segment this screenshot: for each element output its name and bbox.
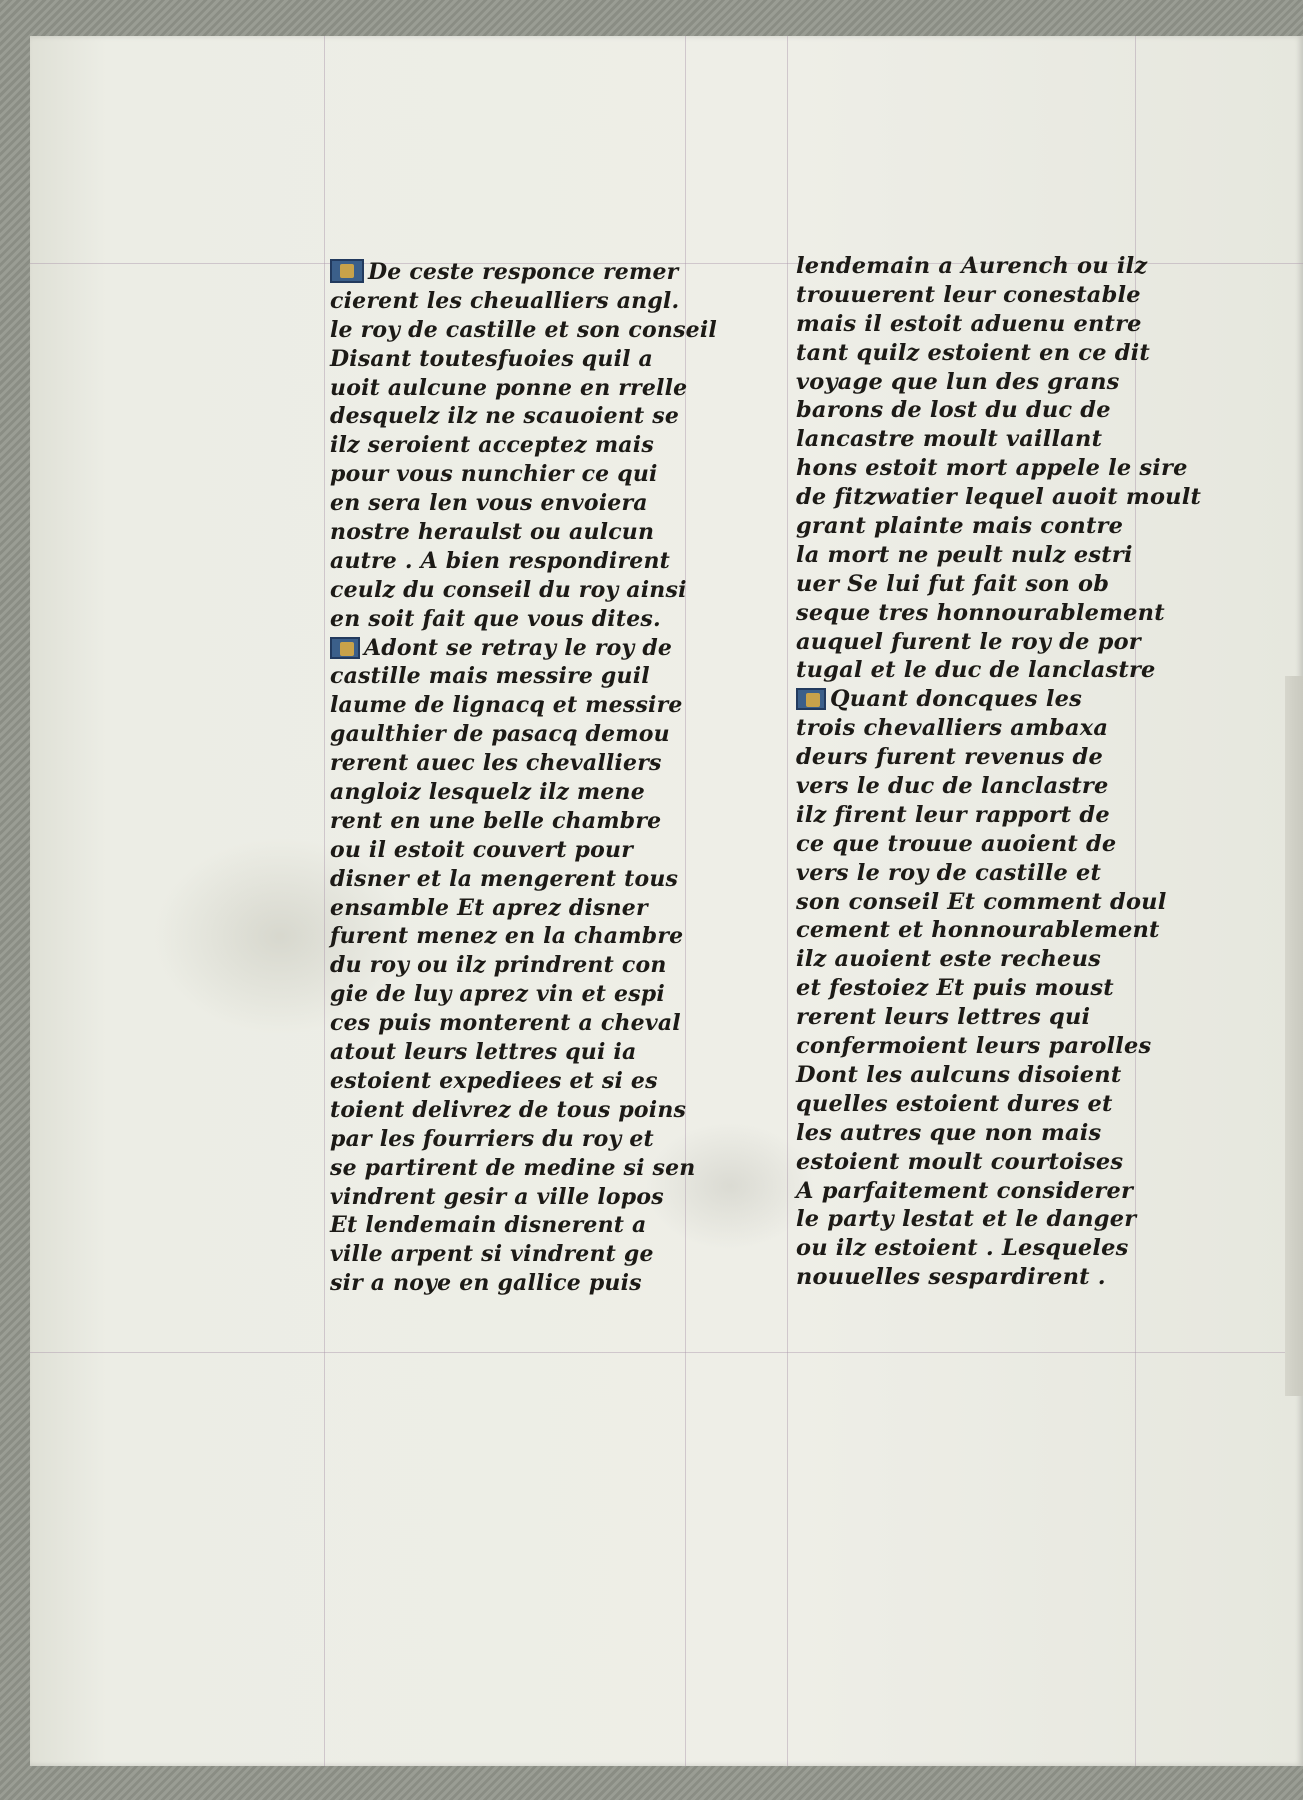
line-text: sir a noye en gallice puis	[330, 1270, 642, 1297]
text-line	[330, 1067, 690, 1096]
text-line	[796, 339, 1176, 368]
line-text: seque tres honnourablement	[796, 599, 1165, 626]
line-text: laume de lignacq et messire	[330, 692, 683, 719]
text-line	[796, 396, 1176, 425]
line-text: par les fourriers du roy et	[330, 1125, 654, 1152]
text-line	[796, 628, 1176, 657]
line-text: vers le roy de castille et	[796, 859, 1102, 886]
line-text: uoit aulcune ponne en rrelle	[330, 374, 688, 401]
text-line	[796, 1148, 1176, 1177]
text-line	[796, 1090, 1176, 1119]
ruling-line	[30, 1352, 1303, 1353]
text-line	[330, 576, 690, 605]
ruling-line	[787, 36, 788, 1766]
line-text: se partirent de medine si sen	[330, 1154, 696, 1181]
text-line	[330, 345, 690, 374]
text-line	[330, 980, 690, 1009]
right-text-column	[796, 252, 1202, 1292]
text-line	[796, 512, 1176, 541]
line-text: ilz seroient acceptez mais	[330, 432, 654, 459]
line-text: la mort ne peult nulz estri	[796, 541, 1133, 568]
text-line	[796, 1234, 1176, 1263]
line-text: les autres que non mais	[796, 1119, 1102, 1146]
line-text: ceulz du conseil du roy ainsi	[330, 576, 687, 603]
text-line	[330, 1269, 690, 1298]
line-text: auquel furent le roy de por	[796, 628, 1141, 655]
line-text: Adont se retray le roy de	[364, 634, 673, 661]
text-line	[796, 541, 1176, 570]
text-line	[796, 685, 1176, 714]
line-text: tugal et le duc de lanclastre	[796, 657, 1156, 684]
text-line	[330, 894, 690, 923]
line-text: en soit fait que vous dites.	[330, 605, 661, 632]
line-text: angloiz lesquelz ilz mene	[330, 779, 645, 806]
text-line	[796, 483, 1202, 512]
line-text: Quant doncques les	[830, 686, 1082, 713]
line-text: castille mais messire guil	[330, 663, 650, 690]
text-line	[796, 1032, 1176, 1061]
line-text: Disant toutesfuoies quil a	[330, 345, 654, 372]
line-text: gaulthier de pasacq demou	[330, 721, 670, 748]
line-text: ce que trouue auoient de	[796, 830, 1117, 857]
line-text: et festoiez Et puis moust	[796, 975, 1114, 1002]
text-line	[796, 1263, 1176, 1292]
text-line	[330, 547, 690, 576]
line-text: furent menez en la chambre	[330, 923, 684, 950]
text-line	[330, 662, 690, 691]
line-text: autre . A bien respondirent	[330, 547, 671, 574]
text-line	[796, 859, 1176, 888]
line-text: de fitzwatier lequel auoit moult	[796, 484, 1202, 511]
text-line	[330, 1211, 690, 1240]
line-text: rerent leurs lettres qui	[796, 1004, 1091, 1031]
text-line	[796, 830, 1176, 859]
decorated-initial-icon	[796, 688, 826, 710]
line-text: toient delivrez de tous poins	[330, 1096, 687, 1123]
line-text: hons estoit mort appele le sire	[796, 455, 1188, 482]
line-text: vindrent gesir a ville lopos	[330, 1183, 664, 1210]
text-line	[796, 1205, 1176, 1234]
line-text: quelles estoient dures et	[796, 1090, 1113, 1117]
decorated-initial-icon	[330, 259, 364, 283]
text-line	[330, 374, 690, 403]
line-text: Et lendemain disnerent a	[330, 1212, 647, 1239]
text-line	[796, 1061, 1176, 1090]
text-line	[796, 916, 1176, 945]
text-line	[796, 368, 1176, 397]
text-line	[330, 460, 690, 489]
text-line	[330, 1096, 690, 1125]
text-line	[796, 252, 1176, 281]
text-line	[330, 605, 690, 634]
ruling-line	[324, 36, 325, 1766]
text-line	[330, 1154, 696, 1183]
text-line	[330, 1240, 690, 1269]
line-text: ensamble Et aprez disner	[330, 894, 648, 921]
line-text: voyage que lun des grans	[796, 368, 1120, 395]
text-line	[796, 425, 1176, 454]
text-line	[330, 836, 690, 865]
line-text: le roy de castille et son conseil	[330, 316, 717, 343]
text-line	[796, 743, 1176, 772]
text-line	[330, 431, 690, 460]
line-text: Dont les aulcuns disoient	[796, 1061, 1122, 1088]
line-text: le party lestat et le danger	[796, 1206, 1137, 1233]
text-line	[796, 888, 1176, 917]
line-text: ilz firent leur rapport de	[796, 801, 1110, 828]
line-text: barons de lost du duc de	[796, 397, 1111, 424]
text-line	[796, 454, 1188, 483]
line-text: rerent auec les chevalliers	[330, 750, 662, 777]
line-text: nostre heraulst ou aulcun	[330, 519, 655, 546]
text-line	[796, 1177, 1176, 1206]
line-text: cierent les cheualliers angl.	[330, 287, 680, 314]
text-line	[796, 310, 1176, 339]
text-line	[330, 1009, 690, 1038]
text-line	[796, 772, 1176, 801]
line-text: lendemain a Aurench ou ilz	[796, 253, 1148, 279]
text-line	[330, 402, 690, 431]
line-text: cement et honnourablement	[796, 917, 1160, 944]
line-text: vers le duc de lanclastre	[796, 773, 1109, 800]
line-text: mais il estoit aduenu entre	[796, 310, 1142, 337]
line-text: tant quilz estoient en ce dit	[796, 339, 1151, 366]
page-edge	[1285, 676, 1303, 1396]
line-text: ces puis monterent a cheval	[330, 1010, 681, 1037]
text-line	[330, 518, 690, 547]
text-line	[330, 807, 690, 836]
text-line	[330, 778, 690, 807]
line-text: deurs furent revenus de	[796, 744, 1103, 771]
text-line	[330, 1038, 690, 1067]
text-line	[796, 714, 1176, 743]
line-text: estoient expediees et si es	[330, 1067, 658, 1094]
line-text: estoient moult courtoises	[796, 1148, 1124, 1175]
line-text: A parfaitement considerer	[796, 1177, 1134, 1204]
text-line	[796, 945, 1176, 974]
left-text-column	[330, 258, 717, 1298]
text-line	[330, 634, 690, 663]
text-line	[330, 951, 690, 980]
line-text: son conseil Et comment doul	[796, 888, 1167, 915]
line-text: en sera len vous envoiera	[330, 490, 648, 517]
decorated-initial-icon	[330, 637, 360, 659]
text-line	[330, 749, 690, 778]
text-line	[330, 316, 717, 345]
line-text: ilz auoient este recheus	[796, 946, 1101, 973]
line-text: rent en une belle chambre	[330, 807, 662, 834]
line-text: ville arpent si vindrent ge	[330, 1241, 654, 1268]
text-line	[330, 922, 690, 951]
line-text: atout leurs lettres qui ia	[330, 1039, 637, 1066]
text-line	[330, 287, 690, 316]
line-text: confermoient leurs parolles	[796, 1033, 1152, 1060]
line-text: ou il estoit couvert pour	[330, 836, 633, 863]
line-text: De ceste responce remer	[368, 259, 679, 285]
text-line	[330, 1125, 690, 1154]
text-line	[330, 865, 690, 894]
line-text: trois chevalliers ambaxa	[796, 715, 1109, 742]
line-text: nouuelles sespardirent .	[796, 1264, 1106, 1291]
text-line	[796, 656, 1176, 685]
line-text: lancastre moult vaillant	[796, 426, 1103, 453]
line-text: uer Se lui fut fait son ob	[796, 570, 1110, 597]
text-line	[796, 570, 1176, 599]
line-text: desquelz ilz ne scauoient se	[330, 403, 680, 430]
line-text: du roy ou ilz prindrent con	[330, 952, 667, 979]
text-line	[796, 599, 1176, 628]
line-text: gie de luy aprez vin et espi	[330, 981, 665, 1008]
line-text: ou ilz estoient . Lesqueles	[796, 1235, 1129, 1262]
line-text: pour vous nunchier ce qui	[330, 461, 658, 488]
line-text: grant plainte mais contre	[796, 513, 1124, 540]
text-line	[796, 1003, 1176, 1032]
line-text: trouuerent leur conestable	[796, 281, 1141, 308]
text-line	[330, 720, 690, 749]
text-line	[796, 1119, 1176, 1148]
text-line	[330, 258, 690, 287]
text-line	[330, 691, 690, 720]
text-line	[330, 1183, 690, 1212]
text-line	[796, 801, 1176, 830]
text-line	[796, 974, 1176, 1003]
line-text: disner et la mengerent tous	[330, 865, 679, 892]
text-line	[330, 489, 690, 518]
text-line	[796, 281, 1176, 310]
